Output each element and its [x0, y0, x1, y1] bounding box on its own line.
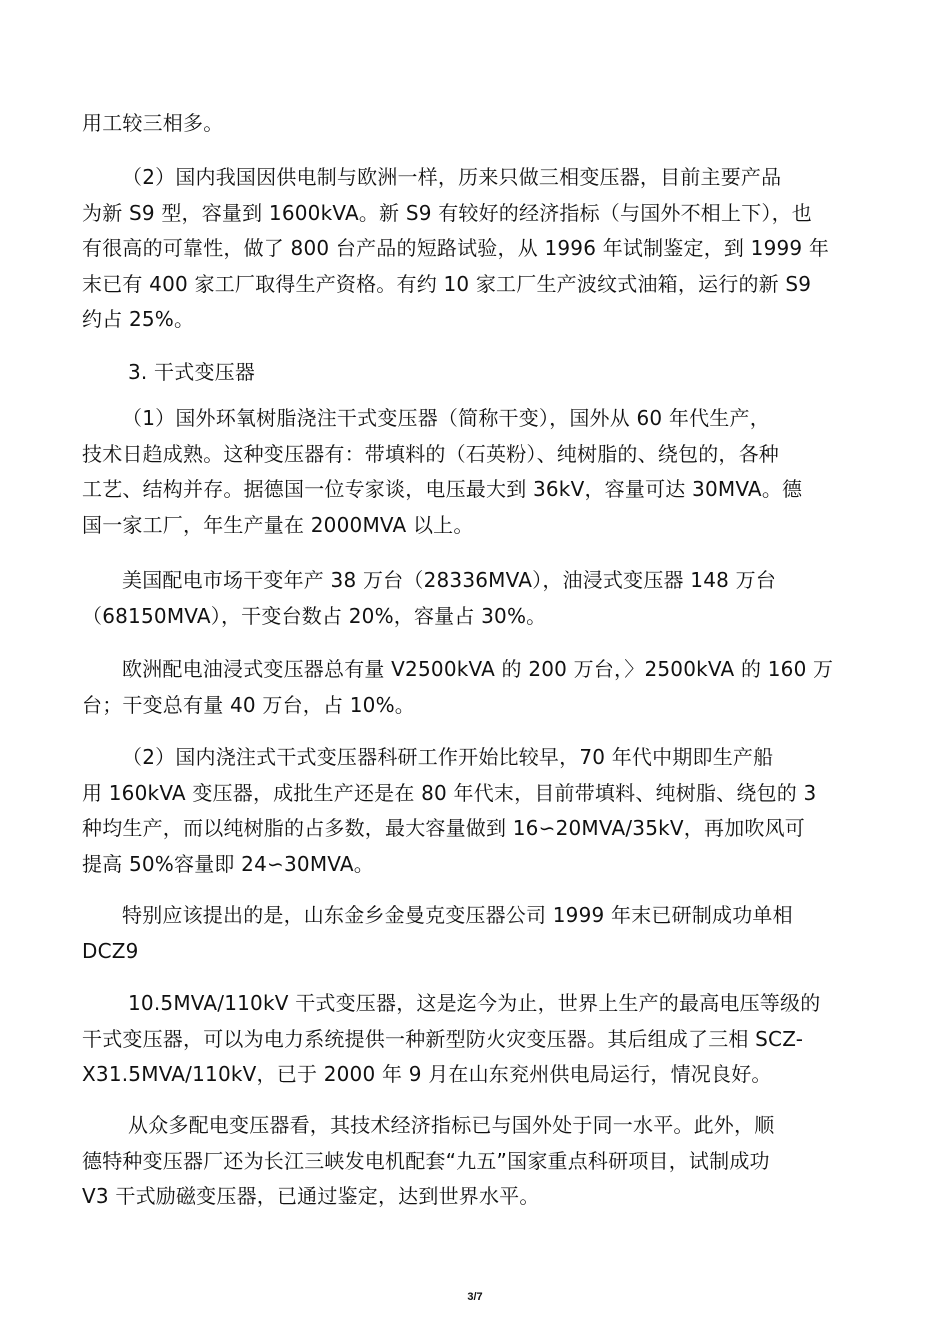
- paragraph-usa-market: [82, 563, 868, 634]
- text-line: 种均生产，而以纯树脂的占多数，最大容量做到 16∽20MVA/35kV，再加吹风可: [82, 816, 806, 840]
- text-line: 末已有 400 家工厂取得生产资格。有约 10 家工厂生产波纹式油箱，运行的新 S9: [82, 271, 812, 296]
- text-line: 台；干变总有量 40 万台，占 10%。: [82, 692, 415, 717]
- text-line: V3 干式励磁变压器，已通过鉴定，达到世界水平。: [82, 1184, 540, 1208]
- paragraph-foreign-epoxy: [82, 401, 868, 543]
- text-line: 用工较三相多。: [82, 111, 224, 135]
- paragraph-conclusion: [82, 1108, 868, 1215]
- paragraph-domestic-s9: [82, 160, 868, 338]
- text-line: X31.5MVA/110kV，已于 2000 年 9 月在山东兖州供电局运行，情况良好。: [82, 1062, 772, 1086]
- text-line: 约占 25%。: [82, 307, 195, 331]
- text-line: （2）国内我国因供电制与欧洲一样，历来只做三相变压器，目前主要产品: [122, 165, 782, 189]
- paragraph-europe-market: [82, 652, 868, 723]
- paragraph-domestic-cast: [82, 740, 868, 882]
- text-line: 欧洲配电油浸式变压器总有量 V2500kVA 的 200 万台，〉2500kVA 的 160 万: [122, 657, 834, 681]
- paragraph-shandong-jinxiang: [82, 898, 868, 969]
- text-line: 用 160kVA 变压器，成批生产还是在 80 年代末，目前带填料、纯树脂、绕包的 3: [82, 780, 817, 805]
- text-line: 从众多配电变压器看，其技术经济指标已与国外处于同一水平。此外，顺: [128, 1113, 775, 1137]
- text-line: 美国配电市场干变年产 38 万台（28336MVA），油浸式变压器 148 万台: [122, 568, 777, 592]
- text-line: 工艺、结构并存。据德国一位专家谈，电压最大到 36kV，容量可达 30MVA。德: [82, 477, 803, 501]
- text-line: 提高 50%容量即 24∽30MVA。: [82, 851, 374, 876]
- text-line: 德特种变压器厂还为长江三峡发电机配套“九五”国家重点科研项目，试制成功: [82, 1148, 770, 1173]
- paragraph-110kv-dry: [82, 986, 868, 1093]
- text-line: 3. 干式变压器: [128, 360, 256, 384]
- text-line: （2）国内浇注式干式变压器科研工作开始比较早，70 年代中期即生产船: [122, 745, 774, 769]
- text-line: 为新 S9 型，容量到 1600kVA。新 S9 有较好的经济指标（与国外不相上下），也: [82, 200, 812, 225]
- text-line: 10.5MVA/110kV 干式变压器，这是迄今为止，世界上生产的最高电压等级的: [128, 991, 821, 1015]
- text-line: 有很高的可靠性，做了 800 台产品的短路试验，从 1996 年试制鉴定，到 1999 年: [82, 236, 830, 260]
- page-number: 3/7: [467, 1291, 483, 1303]
- text-line: 技术日趋成熟。这种变压器有：带填料的（石英粉）、纯树脂的、绕包的，各种: [82, 441, 779, 466]
- text-line: DCZ9: [82, 938, 139, 963]
- text-line: 特别应该提出的是，山东金乡金曼克变压器公司 1999 年末已研制成功单相: [122, 903, 793, 927]
- section-heading-dry-transformer: [82, 355, 868, 391]
- paragraph-continuation: [82, 106, 868, 142]
- text-line: 国一家工厂，年生产量在 2000MVA 以上。: [82, 512, 474, 537]
- text-line: （68150MVA），干变台数占 20%，容量占 30%。: [82, 603, 547, 628]
- text-line: （1）国外环氧树脂浇注干式变压器（简称干变），国外从 60 年代生产，: [122, 406, 770, 430]
- text-line: 干式变压器，可以为电力系统提供一种新型防火灾变压器。其后组成了三相 SCZ-: [82, 1026, 804, 1051]
